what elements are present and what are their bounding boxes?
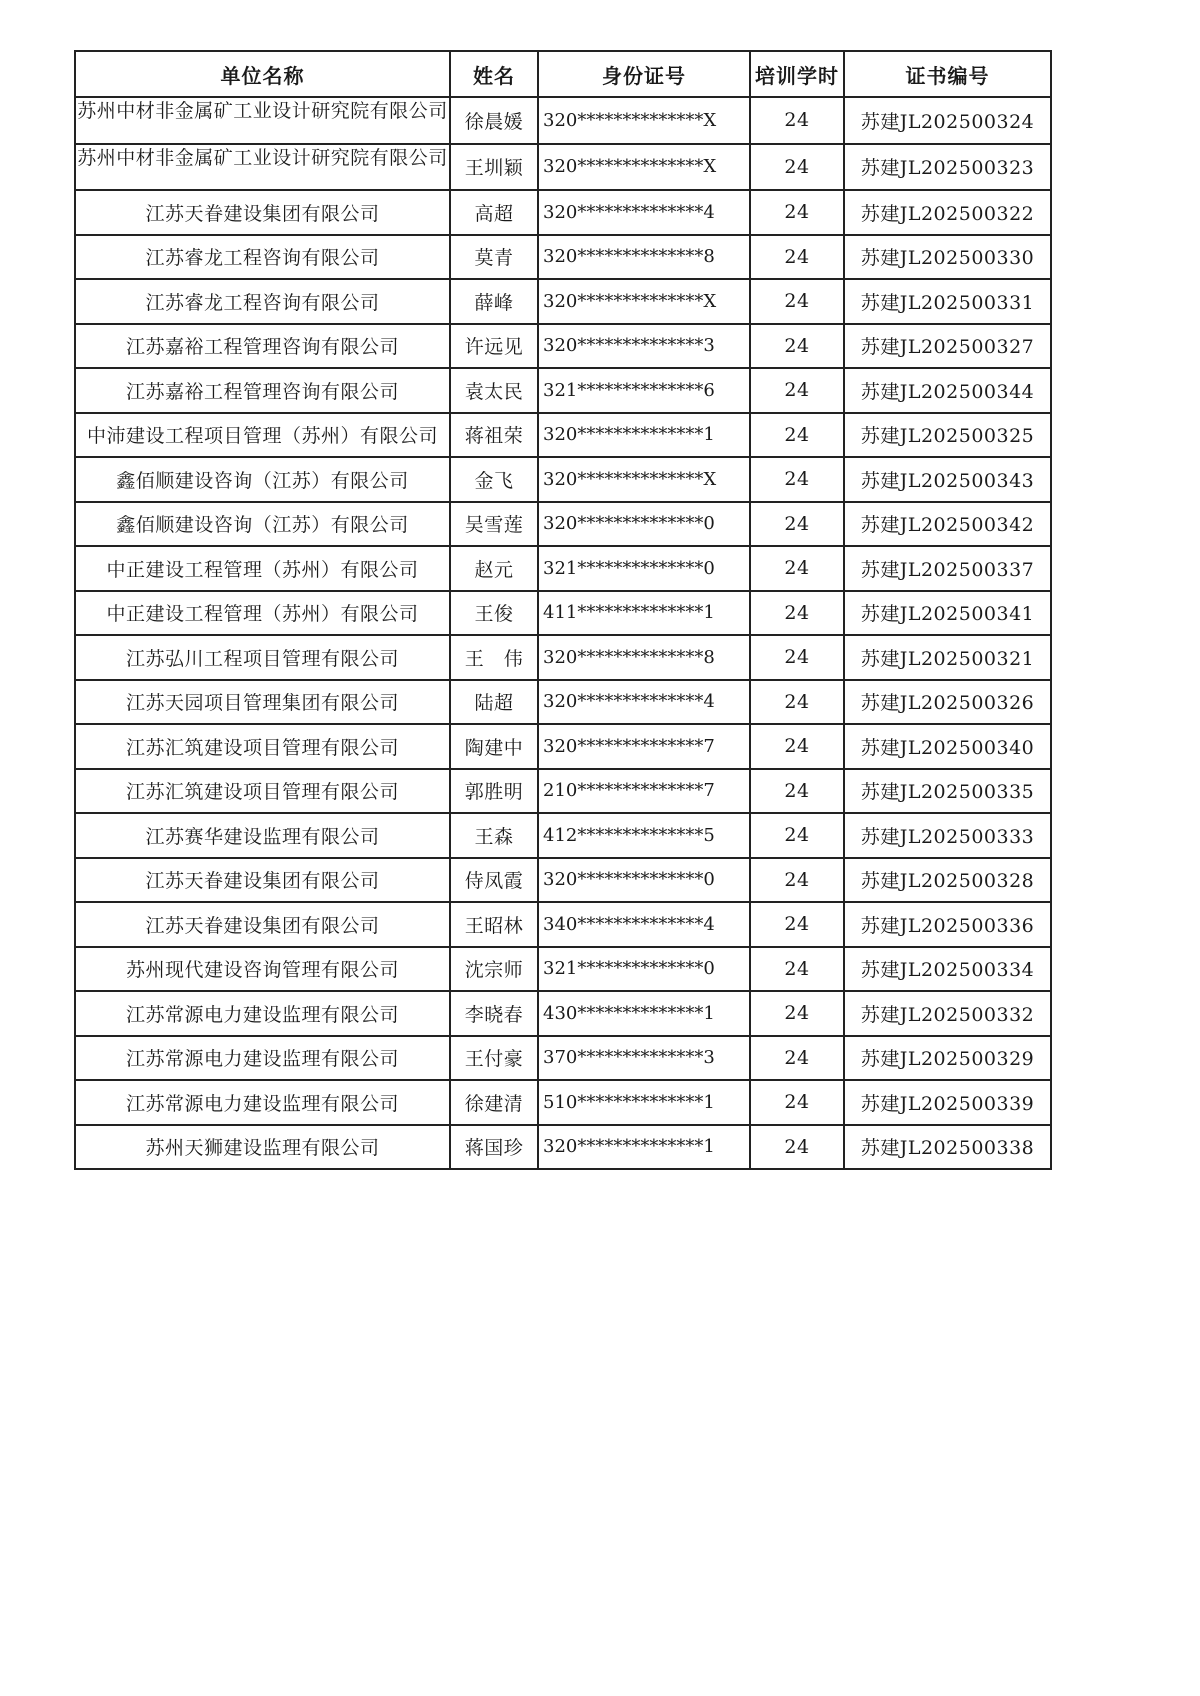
cell-unit: 江苏天园项目管理集团有限公司	[75, 680, 450, 725]
table-row	[75, 769, 1051, 814]
cell-unit: 江苏弘川工程项目管理有限公司	[75, 635, 450, 680]
table-row	[75, 680, 1051, 725]
cell-certificate-no: 苏建JL202500332	[844, 991, 1051, 1036]
table-row	[75, 947, 1051, 992]
cell-unit: 苏州中材非金属矿工业设计研究院有限公司	[75, 97, 450, 144]
cell-training-hours: 24	[750, 190, 844, 235]
cell-id-number: 320**************3	[538, 324, 750, 369]
table-row	[75, 144, 1051, 191]
table-row	[75, 279, 1051, 324]
cell-training-hours: 24	[750, 546, 844, 591]
table-row	[75, 991, 1051, 1036]
cell-certificate-no: 苏建JL202500325	[844, 413, 1051, 458]
cell-unit: 江苏汇筑建设项目管理有限公司	[75, 724, 450, 769]
cell-id-number: 320**************8	[538, 235, 750, 280]
cell-id-number: 320**************0	[538, 502, 750, 547]
cell-certificate-no: 苏建JL202500323	[844, 144, 1051, 191]
cell-name: 莫青	[450, 235, 538, 280]
cell-id-number: 321**************0	[538, 947, 750, 992]
table-row	[75, 591, 1051, 636]
table-row	[75, 546, 1051, 591]
cell-certificate-no: 苏建JL202500336	[844, 902, 1051, 947]
table-row	[75, 502, 1051, 547]
cell-id-number: 412**************5	[538, 813, 750, 858]
cell-name: 高超	[450, 190, 538, 235]
cell-id-number: 210**************7	[538, 769, 750, 814]
table-row	[75, 97, 1051, 144]
training-certificate-sheet	[74, 50, 1050, 1170]
cell-certificate-no: 苏建JL202500342	[844, 502, 1051, 547]
cell-name: 王昭林	[450, 902, 538, 947]
header-name: 姓名	[450, 51, 538, 97]
cell-certificate-no: 苏建JL202500321	[844, 635, 1051, 680]
cell-name: 王森	[450, 813, 538, 858]
cell-id-number: 430**************1	[538, 991, 750, 1036]
cell-id-number: 321**************6	[538, 368, 750, 413]
cell-certificate-no: 苏建JL202500339	[844, 1080, 1051, 1125]
cell-name: 徐建清	[450, 1080, 538, 1125]
cell-name: 袁太民	[450, 368, 538, 413]
cell-certificate-no: 苏建JL202500335	[844, 769, 1051, 814]
cell-unit: 苏州现代建设咨询管理有限公司	[75, 947, 450, 992]
cell-unit: 中正建设工程管理（苏州）有限公司	[75, 546, 450, 591]
cell-unit: 江苏常源电力建设监理有限公司	[75, 1036, 450, 1081]
header-unit: 单位名称	[75, 51, 450, 97]
cell-name: 吴雪莲	[450, 502, 538, 547]
cell-name: 许远见	[450, 324, 538, 369]
cell-unit: 江苏睿龙工程咨询有限公司	[75, 279, 450, 324]
cell-training-hours: 24	[750, 502, 844, 547]
cell-training-hours: 24	[750, 368, 844, 413]
cell-certificate-no: 苏建JL202500326	[844, 680, 1051, 725]
cell-id-number: 340**************4	[538, 902, 750, 947]
cell-unit: 江苏常源电力建设监理有限公司	[75, 1080, 450, 1125]
cell-certificate-no: 苏建JL202500328	[844, 858, 1051, 903]
cell-unit: 江苏汇筑建设项目管理有限公司	[75, 769, 450, 814]
cell-training-hours: 24	[750, 635, 844, 680]
cell-certificate-no: 苏建JL202500343	[844, 457, 1051, 502]
cell-id-number: 320**************1	[538, 1125, 750, 1170]
cell-id-number: 370**************3	[538, 1036, 750, 1081]
cell-unit: 江苏天眷建设集团有限公司	[75, 858, 450, 903]
cell-certificate-no: 苏建JL202500340	[844, 724, 1051, 769]
cell-training-hours: 24	[750, 235, 844, 280]
cell-training-hours: 24	[750, 858, 844, 903]
cell-certificate-no: 苏建JL202500327	[844, 324, 1051, 369]
cell-certificate-no: 苏建JL202500337	[844, 546, 1051, 591]
cell-unit: 江苏睿龙工程咨询有限公司	[75, 235, 450, 280]
cell-certificate-no: 苏建JL202500341	[844, 591, 1051, 636]
cell-certificate-no: 苏建JL202500329	[844, 1036, 1051, 1081]
table-row	[75, 457, 1051, 502]
cell-training-hours: 24	[750, 947, 844, 992]
cell-name: 徐晨媛	[450, 97, 538, 144]
header-training-hours: 培训学时	[750, 51, 844, 97]
cell-training-hours: 24	[750, 279, 844, 324]
cell-id-number: 320**************1	[538, 413, 750, 458]
cell-certificate-no: 苏建JL202500324	[844, 97, 1051, 144]
cell-training-hours: 24	[750, 680, 844, 725]
cell-id-number: 321**************0	[538, 546, 750, 591]
cell-unit: 中沛建设工程项目管理（苏州）有限公司	[75, 413, 450, 458]
cell-id-number: 320**************X	[538, 97, 750, 144]
cell-training-hours: 24	[750, 591, 844, 636]
cell-training-hours: 24	[750, 1036, 844, 1081]
cell-name: 王俊	[450, 591, 538, 636]
cell-id-number: 320**************0	[538, 858, 750, 903]
cell-name: 陶建中	[450, 724, 538, 769]
cell-id-number: 320**************8	[538, 635, 750, 680]
table-row	[75, 635, 1051, 680]
cell-id-number: 320**************4	[538, 190, 750, 235]
cell-training-hours: 24	[750, 1125, 844, 1170]
table-row	[75, 813, 1051, 858]
cell-certificate-no: 苏建JL202500330	[844, 235, 1051, 280]
cell-training-hours: 24	[750, 144, 844, 191]
table-row	[75, 1036, 1051, 1081]
cell-id-number: 510**************1	[538, 1080, 750, 1125]
cell-name: 蒋国珍	[450, 1125, 538, 1170]
cell-name: 侍凤霞	[450, 858, 538, 903]
cell-training-hours: 24	[750, 324, 844, 369]
cell-training-hours: 24	[750, 724, 844, 769]
cell-unit: 中正建设工程管理（苏州）有限公司	[75, 591, 450, 636]
cell-training-hours: 24	[750, 769, 844, 814]
cell-unit: 鑫佰顺建设咨询（江苏）有限公司	[75, 502, 450, 547]
cell-name: 陆超	[450, 680, 538, 725]
cell-training-hours: 24	[750, 413, 844, 458]
cell-training-hours: 24	[750, 1080, 844, 1125]
cell-certificate-no: 苏建JL202500333	[844, 813, 1051, 858]
cell-id-number: 320**************X	[538, 457, 750, 502]
cell-name: 蒋祖荣	[450, 413, 538, 458]
table-row	[75, 858, 1051, 903]
cell-unit: 江苏赛华建设监理有限公司	[75, 813, 450, 858]
header-certificate-no: 证书编号	[844, 51, 1051, 97]
cell-certificate-no: 苏建JL202500334	[844, 947, 1051, 992]
cell-unit: 江苏常源电力建设监理有限公司	[75, 991, 450, 1036]
table-row	[75, 1080, 1051, 1125]
cell-name: 薛峰	[450, 279, 538, 324]
cell-certificate-no: 苏建JL202500344	[844, 368, 1051, 413]
header-row	[75, 51, 1051, 97]
table-row	[75, 902, 1051, 947]
table-row	[75, 724, 1051, 769]
cell-unit: 江苏嘉裕工程管理咨询有限公司	[75, 368, 450, 413]
table-row	[75, 413, 1051, 458]
cell-name: 李晓春	[450, 991, 538, 1036]
cell-certificate-no: 苏建JL202500331	[844, 279, 1051, 324]
cell-name: 王付豪	[450, 1036, 538, 1081]
table-row	[75, 1125, 1051, 1170]
cell-name: 沈宗师	[450, 947, 538, 992]
cell-training-hours: 24	[750, 991, 844, 1036]
cell-name: 王圳颖	[450, 144, 538, 191]
cell-unit: 江苏天眷建设集团有限公司	[75, 190, 450, 235]
cell-id-number: 320**************X	[538, 279, 750, 324]
cell-training-hours: 24	[750, 97, 844, 144]
cell-id-number: 320**************4	[538, 680, 750, 725]
cell-training-hours: 24	[750, 813, 844, 858]
cell-id-number: 320**************X	[538, 144, 750, 191]
cell-training-hours: 24	[750, 457, 844, 502]
cell-certificate-no: 苏建JL202500338	[844, 1125, 1051, 1170]
table-row	[75, 324, 1051, 369]
cell-unit: 苏州中材非金属矿工业设计研究院有限公司	[75, 144, 450, 191]
cell-certificate-no: 苏建JL202500322	[844, 190, 1051, 235]
cell-unit: 江苏嘉裕工程管理咨询有限公司	[75, 324, 450, 369]
cell-name: 金飞	[450, 457, 538, 502]
table-row	[75, 235, 1051, 280]
table-row	[75, 368, 1051, 413]
cell-training-hours: 24	[750, 902, 844, 947]
cell-unit: 鑫佰顺建设咨询（江苏）有限公司	[75, 457, 450, 502]
cell-id-number: 320**************7	[538, 724, 750, 769]
certificate-table	[74, 50, 1052, 1170]
cell-unit: 苏州天狮建设监理有限公司	[75, 1125, 450, 1170]
cell-unit: 江苏天眷建设集团有限公司	[75, 902, 450, 947]
cell-id-number: 411**************1	[538, 591, 750, 636]
header-id-number: 身份证号	[538, 51, 750, 97]
cell-name: 赵元	[450, 546, 538, 591]
table-row	[75, 190, 1051, 235]
cell-name: 王 伟	[450, 635, 538, 680]
cell-name: 郭胜明	[450, 769, 538, 814]
